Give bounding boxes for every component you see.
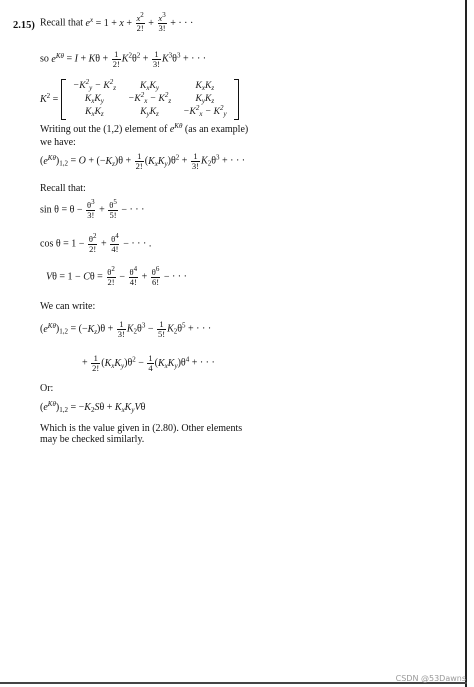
matrix-cell: $-K^2_x - K^2_y$ (183, 104, 227, 118)
matrix-row (67, 106, 233, 119)
we-can-write-label: We can write: (40, 301, 96, 312)
element-12-final: $(e^{K\theta})_{1,2} = -K_2S\theta + K_xK_yV\theta$ (40, 400, 146, 414)
writing-out-text-a: Writing out the (1,2) element of (40, 124, 168, 135)
element-12-rewrite-line1: $(e^{K\theta})_{1,2} = (-K_z)\theta$ + $\frac{1}{3!}$ $K_2\theta^3$ − $\frac{1}{5!}$ $K_2\theta^5$ + · · · (40, 319, 212, 339)
matrix-cell: $K_yK_z$ (140, 107, 159, 118)
recall-intro: Recall that (40, 17, 84, 29)
matrix-cell: $K_xK_z$ (85, 107, 104, 118)
k-squared-matrix (61, 80, 239, 119)
versine-series: Vθ = 1 − Cθ = $\frac{\theta^2}{2!}$ − $\frac{\theta^4}{4!}$ + $\frac{\theta^6}{6!}$ − · · · (46, 265, 187, 287)
matrix-row (67, 80, 233, 93)
element-12-expansion: $(e^{K\theta})_{1,2} = O + (-K_z)\theta$ + $\frac{1}{2!}$ $(K_xK_y)\theta^2$ + $\frac{1}{3!}$ $K_2\theta^3$ + · · · (40, 151, 246, 171)
exp-series-line (40, 11, 194, 33)
writing-out-text-b: (as an example) (184, 124, 249, 135)
csdn-watermark: CSDN @53Dawns (395, 674, 466, 684)
matrix-cell: $K_xK_y$ (84, 94, 104, 105)
cosine-series: cos θ = 1 − $\frac{\theta^2}{2!}$ + $\frac{\theta^4}{4!}$ − · · · . (40, 232, 152, 254)
recall-that-label: Recall that: (40, 183, 86, 194)
matrix-cell: $-K^2_x - K^2_z$ (127, 91, 172, 105)
matrix-cell: $-K^2_y - K^2_z$ (72, 78, 116, 92)
matrix-exp-series: so $e^{K\theta} = I + K\theta$ + $\frac{1}{2!}$ $K^2\theta^2$ + $\frac{1}{3!}$ $K^3\theta^3$ + · · · (40, 49, 207, 69)
conclusion-line-2: may be checked similarly. (40, 434, 145, 445)
matrix-cell: $K_xK_z$ (195, 81, 215, 92)
conclusion-line-1: Which is the value given in (2.80). Other elements (40, 423, 243, 434)
k-squared-matrix-equation: $K^2$ = $-K^2_y - K^2_z$ $K_xK_y$ $K_xK_z$ $K_xK_y$ $-K^2_x - K^2_z$ $K_yK_z$ $K_xK_z$ $K_yK_z$ $-K^2_x - K^2_y$ (40, 80, 239, 119)
element-12-rewrite-line2: + $\frac{1}{2!}$ $(K_xK_y)\theta^2$ − $\frac{1}{4}$ $(K_xK_y)\theta^4$ + · · · (82, 353, 215, 373)
page-edge-right (465, 0, 467, 687)
matrix-cell: $K_yK_z$ (195, 94, 215, 105)
we-have-label: we have: (40, 137, 76, 148)
matrix-row (67, 93, 233, 106)
writing-out-line: Writing out the (1,2) element of $e^{K\theta}$ (as an example) (40, 122, 249, 135)
sine-series: sin θ = θ − $\frac{\theta^3}{3!}$ + $\frac{\theta^5}{5!}$ − · · · (40, 198, 145, 220)
or-label: Or: (40, 383, 54, 394)
problem-number: 2.15) (13, 20, 35, 31)
exp-series-formula: $e^x = 1 + x$ + $\frac{x^2}{2!}$ + $\frac{x^3}{3!}$ + · · · (85, 11, 194, 33)
matrix-cell: $K_xK_y$ (140, 81, 159, 92)
